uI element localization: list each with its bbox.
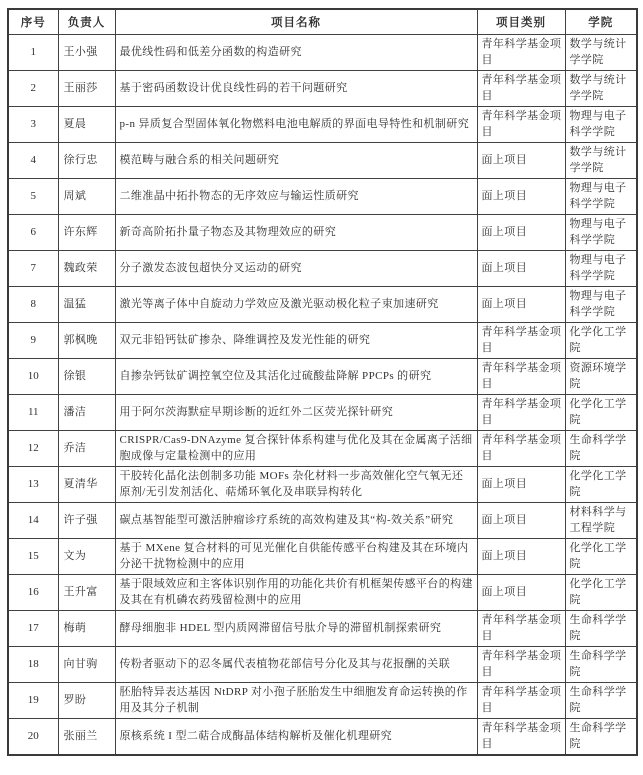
table-row bbox=[8, 719, 637, 756]
cell-category: 面上项目 bbox=[477, 503, 565, 539]
cell-category: 青年科学基金项目 bbox=[477, 395, 565, 431]
cell-number: 20 bbox=[8, 719, 58, 756]
col-header-number: 序号 bbox=[8, 9, 58, 35]
table-row bbox=[8, 143, 637, 179]
cell-category: 青年科学基金项目 bbox=[477, 35, 565, 71]
cell-category: 面上项目 bbox=[477, 287, 565, 323]
cell-college: 物理与电子科学学院 bbox=[565, 215, 637, 251]
cell-college: 化学化工学院 bbox=[565, 395, 637, 431]
cell-pi: 夏晨 bbox=[58, 107, 115, 143]
cell-college: 生命科学学院 bbox=[565, 611, 637, 647]
cell-college: 化学化工学院 bbox=[565, 323, 637, 359]
cell-number: 15 bbox=[8, 539, 58, 575]
table-row bbox=[8, 323, 637, 359]
cell-title: 基于限域效应和主客体识别作用的功能化共价有机框架传感平台的构建及其在有机磷农药残留检测中的应用 bbox=[115, 575, 477, 611]
header-row bbox=[8, 9, 637, 35]
cell-category: 面上项目 bbox=[477, 539, 565, 575]
table-row bbox=[8, 179, 637, 215]
cell-number: 14 bbox=[8, 503, 58, 539]
cell-number: 12 bbox=[8, 431, 58, 467]
table-row bbox=[8, 539, 637, 575]
cell-title: 基于 MXene 复合材料的可见光催化自供能传感平台构建及其在环境内分泌干扰物检测中的应用 bbox=[115, 539, 477, 575]
cell-pi: 乔洁 bbox=[58, 431, 115, 467]
cell-title: 分子激发态波包超快分叉运动的研究 bbox=[115, 251, 477, 287]
cell-title: 用于阿尔茨海默症早期诊断的近红外二区荧光探针研究 bbox=[115, 395, 477, 431]
cell-title: 基于密码函数设计优良线性码的若干问题研究 bbox=[115, 71, 477, 107]
cell-category: 青年科学基金项目 bbox=[477, 647, 565, 683]
table-row bbox=[8, 467, 637, 503]
cell-category: 面上项目 bbox=[477, 143, 565, 179]
cell-number: 11 bbox=[8, 395, 58, 431]
cell-pi: 王小强 bbox=[58, 35, 115, 71]
table-row bbox=[8, 359, 637, 395]
cell-college: 资源环境学院 bbox=[565, 359, 637, 395]
cell-title: CRISPR/Cas9-DNAzyme 复合探针体系构建与优化及其在金属离子活细胞成像与定量检测中的应用 bbox=[115, 431, 477, 467]
cell-title: 双元非铅钙钛矿掺杂、降维调控及发光性能的研究 bbox=[115, 323, 477, 359]
table-row bbox=[8, 287, 637, 323]
cell-college: 化学化工学院 bbox=[565, 575, 637, 611]
cell-pi: 张丽兰 bbox=[58, 719, 115, 756]
cell-title: 干胶转化晶化法创制多功能 MOFs 杂化材料一步高效催化空气氧无还原剂/无引发剂活化、萜烯环氧化及串联异构转化 bbox=[115, 467, 477, 503]
cell-number: 2 bbox=[8, 71, 58, 107]
cell-category: 面上项目 bbox=[477, 251, 565, 287]
table-row bbox=[8, 395, 637, 431]
cell-category: 青年科学基金项目 bbox=[477, 611, 565, 647]
cell-category: 青年科学基金项目 bbox=[477, 71, 565, 107]
cell-title: 原核系统 I 型二萜合成酶晶体结构解析及催化机理研究 bbox=[115, 719, 477, 756]
cell-college: 生命科学学院 bbox=[565, 719, 637, 756]
cell-category: 青年科学基金项目 bbox=[477, 359, 565, 395]
cell-category: 青年科学基金项目 bbox=[477, 719, 565, 756]
cell-pi: 温猛 bbox=[58, 287, 115, 323]
cell-pi: 郭枫晚 bbox=[58, 323, 115, 359]
table-body bbox=[8, 35, 637, 756]
cell-title: p-n 异质复合型固体氧化物燃料电池电解质的界面电导特性和机制研究 bbox=[115, 107, 477, 143]
cell-pi: 文为 bbox=[58, 539, 115, 575]
cell-title: 最优线性码和低差分函数的构造研究 bbox=[115, 35, 477, 71]
cell-pi: 梅萌 bbox=[58, 611, 115, 647]
cell-pi: 潘洁 bbox=[58, 395, 115, 431]
table-row bbox=[8, 251, 637, 287]
cell-pi: 徐行忠 bbox=[58, 143, 115, 179]
cell-college: 数学与统计学学院 bbox=[565, 71, 637, 107]
cell-college: 材料科学与工程学院 bbox=[565, 503, 637, 539]
cell-college: 物理与电子科学学院 bbox=[565, 107, 637, 143]
table-row bbox=[8, 35, 637, 71]
cell-pi: 向甘驹 bbox=[58, 647, 115, 683]
cell-pi: 许子强 bbox=[58, 503, 115, 539]
cell-category: 青年科学基金项目 bbox=[477, 107, 565, 143]
cell-college: 物理与电子科学学院 bbox=[565, 251, 637, 287]
cell-number: 5 bbox=[8, 179, 58, 215]
cell-category: 青年科学基金项目 bbox=[477, 683, 565, 719]
cell-number: 7 bbox=[8, 251, 58, 287]
cell-title: 传粉者驱动下的忍冬属代表植物花部信号分化及其与花报酬的关联 bbox=[115, 647, 477, 683]
cell-pi: 徐银 bbox=[58, 359, 115, 395]
project-list-table bbox=[7, 8, 638, 756]
cell-pi: 罗盼 bbox=[58, 683, 115, 719]
cell-number: 18 bbox=[8, 647, 58, 683]
cell-pi: 周斌 bbox=[58, 179, 115, 215]
cell-number: 3 bbox=[8, 107, 58, 143]
cell-college: 化学化工学院 bbox=[565, 539, 637, 575]
cell-college: 生命科学学院 bbox=[565, 431, 637, 467]
col-header-title: 项目名称 bbox=[115, 9, 477, 35]
table-row bbox=[8, 107, 637, 143]
cell-number: 8 bbox=[8, 287, 58, 323]
table-row bbox=[8, 71, 637, 107]
cell-title: 新奇高阶拓扑量子物态及其物理效应的研究 bbox=[115, 215, 477, 251]
cell-number: 13 bbox=[8, 467, 58, 503]
table-row bbox=[8, 683, 637, 719]
cell-category: 面上项目 bbox=[477, 179, 565, 215]
table-header bbox=[8, 9, 637, 35]
table-row bbox=[8, 215, 637, 251]
cell-category: 面上项目 bbox=[477, 575, 565, 611]
cell-category: 面上项目 bbox=[477, 215, 565, 251]
cell-number: 17 bbox=[8, 611, 58, 647]
cell-pi: 许东辉 bbox=[58, 215, 115, 251]
cell-title: 二维准晶中拓扑物态的无序效应与输运性质研究 bbox=[115, 179, 477, 215]
cell-pi: 夏清华 bbox=[58, 467, 115, 503]
table-row bbox=[8, 575, 637, 611]
cell-number: 1 bbox=[8, 35, 58, 71]
cell-title: 模范畴与融合系的相关问题研究 bbox=[115, 143, 477, 179]
cell-college: 物理与电子科学学院 bbox=[565, 179, 637, 215]
cell-title: 胚胎特异表达基因 NtDRP 对小孢子胚胎发生中细胞发育命运转换的作用及其分子机制 bbox=[115, 683, 477, 719]
cell-college: 物理与电子科学学院 bbox=[565, 287, 637, 323]
cell-college: 生命科学学院 bbox=[565, 683, 637, 719]
cell-category: 青年科学基金项目 bbox=[477, 323, 565, 359]
cell-number: 10 bbox=[8, 359, 58, 395]
cell-pi: 王丽莎 bbox=[58, 71, 115, 107]
table-row bbox=[8, 503, 637, 539]
cell-pi: 王升富 bbox=[58, 575, 115, 611]
cell-college: 数学与统计学学院 bbox=[565, 35, 637, 71]
col-header-category: 项目类别 bbox=[477, 9, 565, 35]
cell-college: 化学化工学院 bbox=[565, 467, 637, 503]
cell-college: 生命科学学院 bbox=[565, 647, 637, 683]
cell-title: 激光等离子体中自旋动力学效应及激光驱动极化粒子束加速研究 bbox=[115, 287, 477, 323]
cell-title: 自掺杂钙钛矿调控氧空位及其活化过硫酸盐降解 PPCPs 的研究 bbox=[115, 359, 477, 395]
table-row bbox=[8, 611, 637, 647]
cell-number: 19 bbox=[8, 683, 58, 719]
table-row bbox=[8, 431, 637, 467]
cell-number: 9 bbox=[8, 323, 58, 359]
cell-number: 4 bbox=[8, 143, 58, 179]
col-header-college: 学院 bbox=[565, 9, 637, 35]
cell-category: 青年科学基金项目 bbox=[477, 431, 565, 467]
cell-college: 数学与统计学学院 bbox=[565, 143, 637, 179]
cell-category: 面上项目 bbox=[477, 467, 565, 503]
cell-title: 碳点基智能型可激活肿瘤诊疗系统的高效构建及其“构-效关系”研究 bbox=[115, 503, 477, 539]
cell-number: 16 bbox=[8, 575, 58, 611]
col-header-pi: 负责人 bbox=[58, 9, 115, 35]
cell-number: 6 bbox=[8, 215, 58, 251]
table-row bbox=[8, 647, 637, 683]
cell-pi: 魏政荣 bbox=[58, 251, 115, 287]
cell-title: 酵母细胞非 HDEL 型内质网滞留信号肽介导的滞留机制探索研究 bbox=[115, 611, 477, 647]
